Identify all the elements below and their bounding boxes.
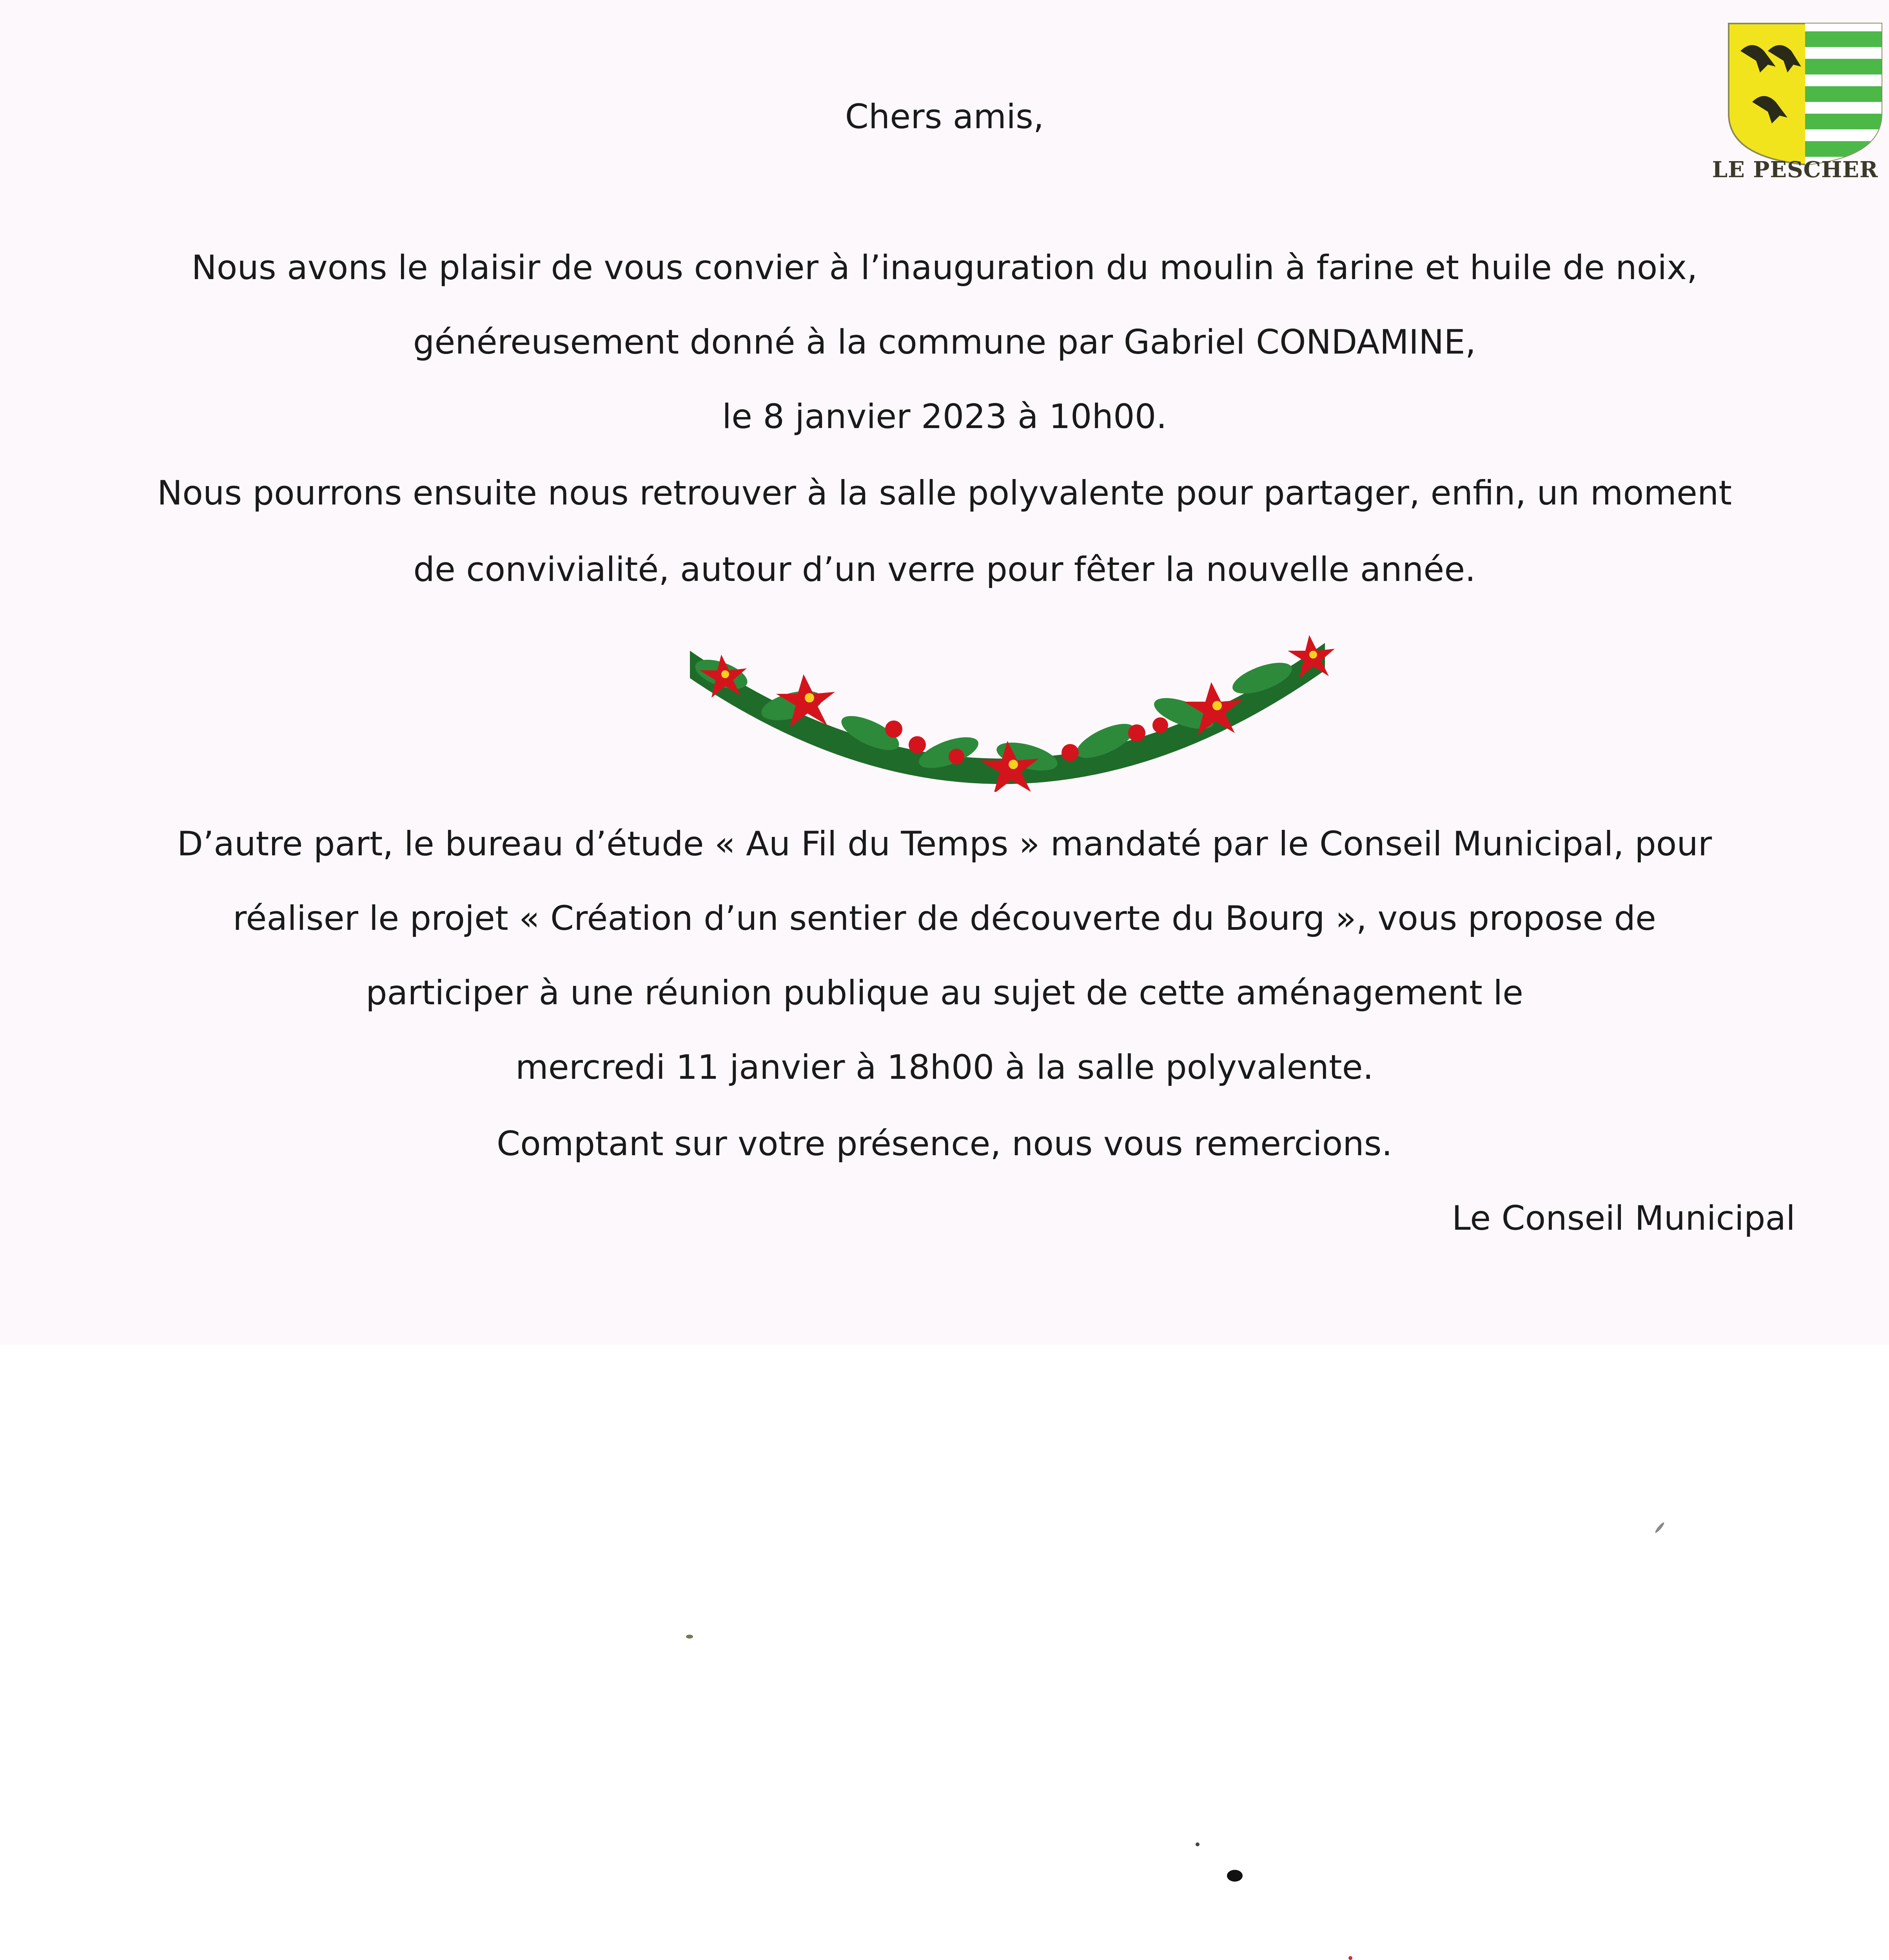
paragraph1-line3: le 8 janvier 2023 à 10h00. [722, 397, 1167, 436]
paragraph1-line5: de convivialité, autour d’un verre pour fêter la nouvelle année. [413, 550, 1476, 589]
paragraph1-line4: Nous pourrons ensuite nous retrouver à la salle polyvalente pour partager, enfin, un moment [157, 474, 1732, 513]
paragraph2-line4: mercredi 11 janvier à 18h00 à la salle polyvalente. [515, 1048, 1374, 1087]
paragraph2-line2: réaliser le projet « Création d’un sentier de découverte du Bourg », vous propose de [233, 899, 1656, 938]
ink-speck [1654, 1521, 1665, 1534]
ink-speck [1196, 1842, 1199, 1846]
logo-caption: LE PESCHER [1712, 157, 1878, 183]
ink-speck [686, 1635, 693, 1639]
ink-speck [1227, 1870, 1243, 1882]
paragraph2-line5: Comptant sur votre présence, nous vous remercions. [497, 1124, 1392, 1163]
signature: Le Conseil Municipal [1452, 1199, 1795, 1238]
paragraph2-line1: D’autre part, le bureau d’étude « Au Fil du Temps » mandaté par le Conseil Municipal, pour [177, 824, 1712, 864]
paragraph2-line3: participer à une réunion publique au sujet de cette aménagement le [365, 973, 1524, 1013]
paragraph1-line1: Nous avons le plaisir de vous convier à l’inauguration du moulin à farine et huile de noix, [191, 248, 1698, 287]
paragraph1-line2: généreusement donné à la commune par Gabriel CONDAMINE, [413, 323, 1476, 362]
ink-speck [1348, 1956, 1352, 1960]
greeting: Chers amis, [845, 97, 1044, 136]
holly-garland-icon [674, 627, 1341, 792]
